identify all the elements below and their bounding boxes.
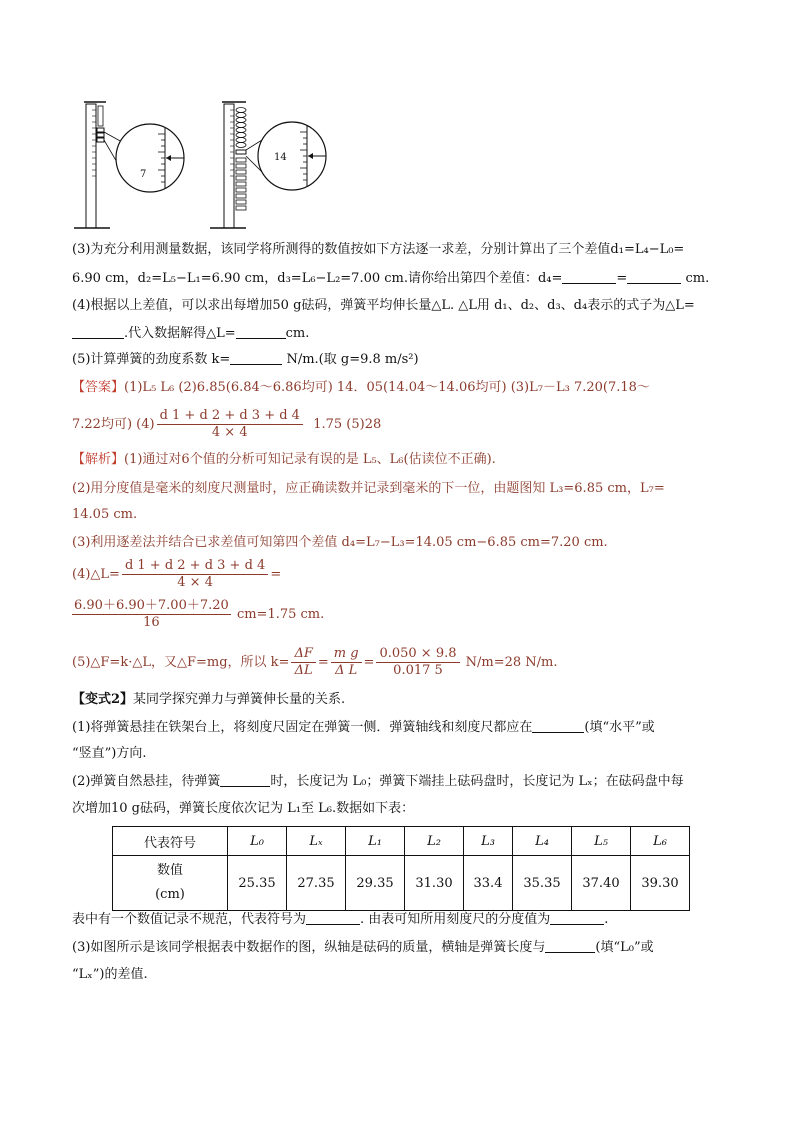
analysis-text-2a: (2)用分度值是毫米的刻度尺测量时，应正确读数并记录到毫米的下一位，由题图知 L₃=6.85 cm，L₇= <box>72 481 665 496</box>
q4-line1 <box>72 296 732 316</box>
table-value: 33.4 <box>464 856 513 911</box>
answer-frac-num: d 1 + d 2 + d 3 + d 4 <box>157 408 303 425</box>
variant-after-table <box>72 910 732 930</box>
q5-text-b: N/m.(取 g=9.8 m/s²) <box>286 352 419 367</box>
variant-q1-text-b: (填“水平”或 <box>584 720 655 735</box>
q5-line <box>72 350 732 370</box>
variant-q2-text-c: 次增加10 g砝码，弹簧长度依次记为 L₁至 L₆.数据如下表： <box>72 801 415 816</box>
q4-line2 <box>72 324 732 344</box>
analysis-p6 <box>72 646 732 680</box>
variant-q2-text-b: 时，长度记为 L₀；弹簧下端挂上砝码盘时，长度记为 Lₓ；在砝码盘中每 <box>270 774 684 789</box>
q3-blank-1[interactable] <box>562 270 616 284</box>
q4-blank-2[interactable] <box>236 325 286 339</box>
analysis-equals-3: = <box>363 655 375 670</box>
analysis-equals-1: = <box>270 567 282 582</box>
table-header-label: 代表符号 <box>113 827 228 856</box>
analysis-frac4-num: m g <box>331 646 362 663</box>
analysis-text-2b: 14.05 cm. <box>72 507 138 522</box>
answer-fraction <box>157 408 303 441</box>
analysis-p2a <box>72 479 732 499</box>
variant-q3-text-a: (3)如图所示是该同学根据表中数据作的图，纵轴是砝码的质量，横轴是弹簧长度与 <box>72 940 546 955</box>
table-symbol: L₄ <box>513 827 572 856</box>
q3-blank-2[interactable] <box>627 270 681 284</box>
right-apparatus <box>210 102 326 228</box>
analysis-frac2-num: 6.90＋6.90＋7.00＋7.20 <box>74 598 229 613</box>
analysis-frac1-num: d 1 + d 2 + d 3 + d 4 <box>122 558 268 575</box>
analysis-text-6: (5)△F=k·△L，又△F=mg，所以 k= <box>72 655 290 670</box>
table-value: 31.30 <box>405 856 464 911</box>
variant-q2-line1 <box>72 772 732 792</box>
analysis-text-3: (3)利用逐差法并结合已求差值可知第四个差值 d₄=L₇−L₃=14.05 cm−6.85 cm=7.20 cm. <box>72 535 608 550</box>
analysis-fraction-4 <box>331 646 362 679</box>
q4-unit: cm. <box>285 326 310 341</box>
analysis-fraction-3 <box>291 646 315 679</box>
variant-q1-text-c: “竖直”)方向. <box>72 746 147 761</box>
data-table <box>112 826 690 911</box>
right-scale-label: 14 <box>274 152 287 163</box>
q5-blank[interactable] <box>230 351 282 365</box>
variant-q3-text-b: (填“L₀”或 <box>595 940 654 955</box>
left-apparatus <box>74 102 184 228</box>
variant-q3-line1 <box>72 938 732 958</box>
q4-text-b: .代入数据解得△L= <box>124 326 236 341</box>
table-value: 27.35 <box>287 856 346 911</box>
analysis-fraction-1 <box>122 558 268 591</box>
table-row-label-1: 数值 <box>156 863 183 878</box>
q3-text-b: d₁=L₄−L₀= <box>610 242 685 257</box>
analysis-text-7: N/m=28 N/m. <box>465 655 558 670</box>
analysis-p2b <box>72 505 732 525</box>
answer-tag: 【答案】 <box>72 380 125 395</box>
answer-frac-den: 4 × 4 <box>211 425 248 440</box>
answer-line2 <box>72 408 732 442</box>
variant-q1-line2 <box>72 744 732 764</box>
analysis-fraction-5 <box>376 646 459 679</box>
variant-after-blank-2[interactable] <box>550 911 604 925</box>
q4-blank-1[interactable] <box>72 325 124 339</box>
variant-q3-blank[interactable] <box>545 939 595 953</box>
analysis-fraction-2 <box>72 598 231 631</box>
analysis-tag: 【解析】 <box>72 452 125 467</box>
analysis-frac3-den: ΔL <box>294 663 313 678</box>
variant-after-text-a: 表中有一个数值记录不规范，代表符号为 <box>72 912 307 927</box>
answer-line1 <box>72 378 732 398</box>
variant-title-text: 某同学探究弹力与弹簧伸长量的关系. <box>133 692 346 707</box>
table-value: 35.35 <box>513 856 572 911</box>
analysis-p3 <box>72 533 732 553</box>
analysis-equals-2: = <box>317 655 329 670</box>
variant-tag: 【变式2】 <box>72 692 134 707</box>
table-symbol: Lₓ <box>287 827 346 856</box>
q3-line2 <box>72 269 732 289</box>
table-value-row <box>113 856 690 911</box>
answer-text-2: 7.22均可) (4) <box>72 417 155 432</box>
table-symbol: L₂ <box>405 827 464 856</box>
spring-scale-figures <box>70 98 340 233</box>
table-symbol: L₃ <box>464 827 513 856</box>
variant-after-text-b: . 由表可知所用刻度尺的分度值为 <box>360 912 551 927</box>
analysis-frac3-num: ΔF <box>291 646 315 663</box>
analysis-frac1-den: 4 × 4 <box>177 575 213 590</box>
table-symbol: L₅ <box>572 827 631 856</box>
analysis-p1 <box>72 450 732 470</box>
analysis-p5 <box>72 598 732 632</box>
table-header-row <box>113 827 690 856</box>
variant-after-blank-1[interactable] <box>306 911 360 925</box>
answer-text-3: 1.75 (5)28 <box>313 417 382 432</box>
table-value: 37.40 <box>572 856 631 911</box>
analysis-frac2-den: 16 <box>143 615 160 630</box>
variant-q1-text-a: (1)将弹簧悬挂在铁架台上，将刻度尺固定在弹簧一侧．弹簧轴线和刻度尺都应在 <box>72 720 533 735</box>
variant-q3-line2 <box>72 965 732 985</box>
answer-text-1: (1)L₅ L₆ (2)6.85(6.84～6.86均可) 14．05(14.04～14.06均可) (3)L₇－L₃ 7.20(7.18～ <box>124 380 650 395</box>
q3-text-c: 6.90 cm，d₂=L₅−L₁=6.90 cm，d₃=L₆−L₂=7.00 cm.请你给出第四个差值：d₄= <box>72 271 563 286</box>
table-value: 39.30 <box>631 856 690 911</box>
variant-q3-text-c: “Lₓ”)的差值. <box>72 967 148 982</box>
q3-text-a: (3)为充分利用测量数据，该同学将所测得的数值按如下方法逐一求差，分别计算出了三个差值 <box>72 242 611 257</box>
analysis-frac5-den: 0.017 5 <box>393 663 443 678</box>
variant-q1-blank[interactable] <box>532 719 584 733</box>
table-row-label-2: (cm) <box>155 887 185 902</box>
variant-q2-blank[interactable] <box>220 773 270 787</box>
table-symbol: L₁ <box>346 827 405 856</box>
table-row-label <box>113 856 228 911</box>
q5-text-a: (5)计算弹簧的劲度系数 k= <box>72 352 231 367</box>
table-value: 29.35 <box>346 856 405 911</box>
variant-title <box>72 690 732 710</box>
variant-after-text-c: . <box>604 912 609 927</box>
q3-line1 <box>72 240 732 260</box>
variant-q1-line1 <box>72 718 732 738</box>
variant-q2-text-a: (2)弹簧自然悬挂，待弹簧 <box>72 774 221 789</box>
q3-unit: cm. <box>685 271 710 286</box>
analysis-frac5-num: 0.050 × 9.8 <box>376 646 459 663</box>
analysis-text-4: (4)△L= <box>72 567 120 582</box>
left-scale-label: 7 <box>140 169 147 180</box>
table-value: 25.35 <box>228 856 287 911</box>
table-symbol: L₆ <box>631 827 690 856</box>
table-symbol: L₀ <box>228 827 287 856</box>
analysis-p4 <box>72 558 732 592</box>
analysis-text-5: cm=1.75 cm. <box>236 607 325 622</box>
variant-q2-line2 <box>72 799 732 819</box>
q3-equals: = <box>616 271 628 286</box>
analysis-frac4-den: Δ L <box>335 663 358 678</box>
q4-text-a: (4)根据以上差值，可以求出每增加50 g砝码，弹簧平均伸长量△L. △L用 d₁、d₂、d₃、d₄表示的式子为△L= <box>72 298 695 313</box>
analysis-text-1: (1)通过对6个值的分析可知记录有误的是 L₅、L₆(估读位不正确). <box>124 452 496 467</box>
